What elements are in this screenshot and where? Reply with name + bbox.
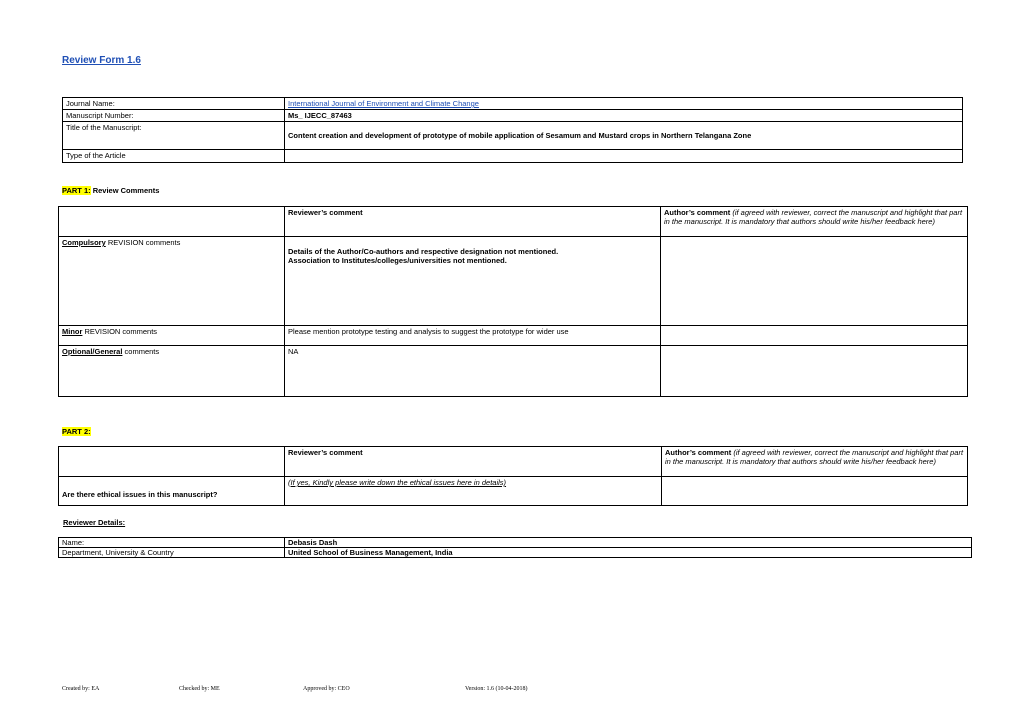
reviewer-name-value: Debasis Dash bbox=[285, 538, 972, 548]
author-comment-header: Author’s comment (if agreed with reviewer, correct the manuscript and highlight that part in the manuscript. It is mandatory that authors should write his/her feedback here) bbox=[661, 207, 968, 237]
department-label: Department, University & Country bbox=[59, 548, 285, 558]
compulsory-author-response[interactable] bbox=[661, 237, 968, 326]
part2-author-header: Author’s comment (if agreed with reviewer, correct the manuscript and highlight that part in the manuscript. It is mandatory that authors should write his/her feedback here) bbox=[662, 447, 968, 477]
ethical-instruction-cell bbox=[285, 477, 662, 506]
part1-heading-highlight: PART 1: bbox=[62, 186, 91, 195]
manuscript-info-table bbox=[62, 97, 963, 163]
minor-revision-comment: Please mention prototype testing and analysis to suggest the prototype for wider use bbox=[285, 326, 661, 346]
department-value: United School of Business Management, India bbox=[285, 548, 972, 558]
part1-heading bbox=[62, 186, 159, 195]
part2-heading: PART 2: bbox=[62, 427, 91, 436]
manuscript-number-label: Manuscript Number: bbox=[63, 110, 285, 122]
manuscript-number-value: Ms_ IJECC_87463 bbox=[285, 110, 963, 122]
minor-author-response[interactable] bbox=[661, 326, 968, 346]
ethical-instruction: (If yes, Kindly please write down the ethical issues here in details) bbox=[288, 478, 507, 487]
reviewer-details-heading: Reviewer Details: bbox=[63, 518, 126, 527]
part1-heading-text: Review Comments bbox=[90, 186, 160, 195]
optional-comments-comment: NA bbox=[285, 346, 661, 397]
minor-revision-label: Minor REVISION comments bbox=[59, 326, 285, 346]
journal-name-link[interactable]: International Journal of Environment and Climate Change bbox=[288, 99, 479, 108]
footer-version: Version: 1.6 (10-04-2018) bbox=[465, 686, 528, 692]
reviewer-comment-header: Reviewer’s comment bbox=[285, 207, 661, 237]
ethical-question: Are there ethical issues in this manuscript? bbox=[59, 477, 285, 506]
article-type-label: Type of the Article bbox=[63, 150, 285, 163]
footer-checked-by: Checked by: ME bbox=[179, 686, 220, 692]
reviewer-name-label: Name: bbox=[59, 538, 285, 548]
compulsory-revision-comment: Details of the Author/Co-authors and respective designation not mentioned. Association to Institutes/colleges/universities not mentioned. bbox=[285, 237, 661, 326]
manuscript-title-value: Content creation and development of prototype of mobile application of Sesamum and Mustard crops in Northern Telangana Zone bbox=[285, 122, 963, 150]
review-comments-table bbox=[58, 206, 968, 397]
article-type-value bbox=[285, 150, 963, 163]
manuscript-title-label: Title of the Manuscript: bbox=[63, 122, 285, 150]
ethical-author-response[interactable] bbox=[662, 477, 968, 506]
journal-name-label: Journal Name: bbox=[63, 98, 285, 110]
form-title: Review Form 1.6 bbox=[62, 55, 141, 66]
footer-created-by: Created by: EA bbox=[62, 686, 100, 692]
reviewer-details-table bbox=[58, 537, 972, 558]
optional-comments-label: Optional/General comments bbox=[59, 346, 285, 397]
part2-reviewer-header: Reviewer’s comment bbox=[285, 447, 662, 477]
compulsory-revision-label: Compulsory REVISION comments bbox=[59, 237, 285, 326]
footer-approved-by: Approved by: CEO bbox=[303, 686, 350, 692]
ethical-issues-table bbox=[58, 446, 968, 506]
optional-author-response[interactable] bbox=[661, 346, 968, 397]
